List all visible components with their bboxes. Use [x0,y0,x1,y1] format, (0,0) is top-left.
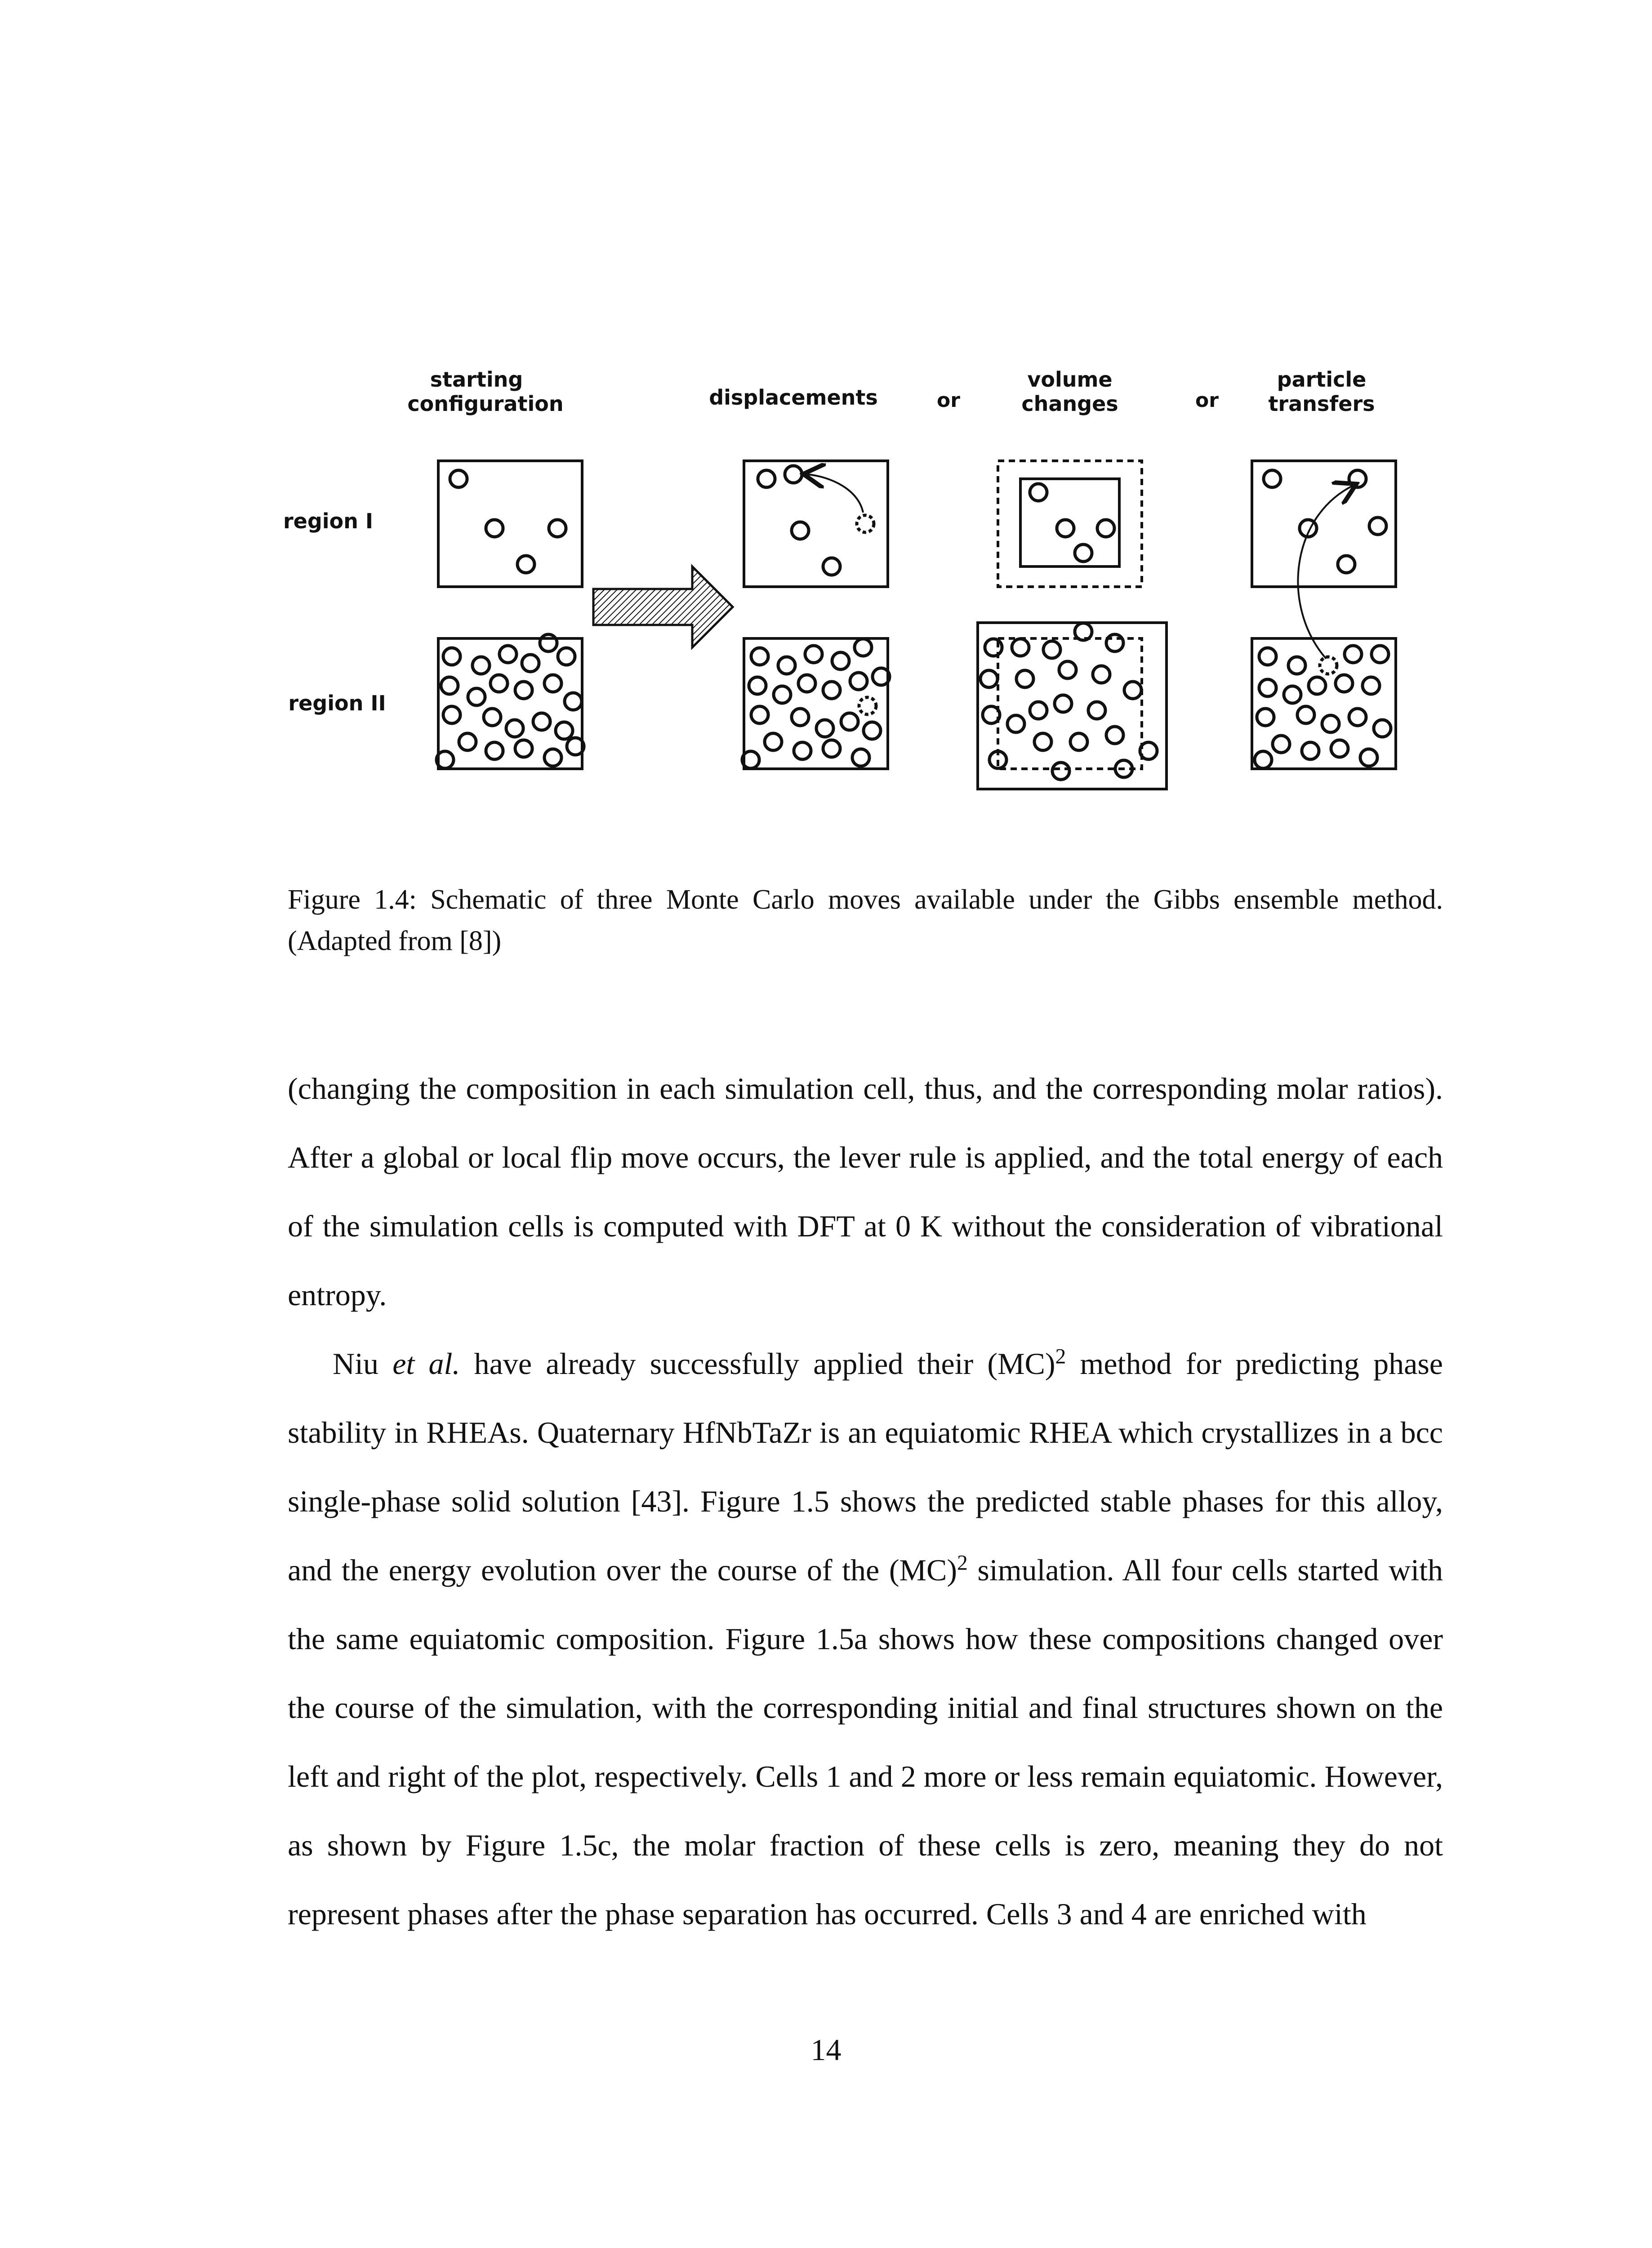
page-number: 14 [810,2033,842,2067]
particle [540,634,557,651]
p2-superscript-2: 2 [957,1551,968,1575]
particle [1360,749,1377,766]
particle [1030,484,1047,501]
particle [556,722,573,739]
particle-ghost [1320,657,1337,674]
particle [1374,720,1391,737]
particle [1012,639,1029,656]
particle [758,470,775,487]
particle [522,655,539,672]
particle [1016,670,1033,687]
particle [816,720,833,737]
particle [459,733,476,750]
particle [794,742,811,759]
particle [864,722,881,739]
particle [1284,686,1301,703]
particle-ghost [859,697,876,714]
particle [565,693,582,710]
particle [1106,727,1123,744]
box-vol-r2-inner [998,638,1142,769]
particle [1257,709,1274,726]
particle [1057,520,1074,537]
particle [1259,648,1276,665]
particle [558,648,575,665]
particle [1052,763,1069,780]
particle [823,740,840,757]
particle [1331,740,1348,757]
particle [1349,709,1366,726]
hatched-arrow [593,566,733,647]
particle [1106,634,1123,651]
particle [841,713,858,730]
particle [1322,715,1339,732]
particle [1075,623,1092,640]
particle [515,682,532,699]
label-volume-2: changes [1021,392,1118,416]
particle [443,648,460,665]
particle [1302,742,1319,759]
particle [980,670,997,687]
particle [985,639,1002,656]
particle [792,522,809,539]
particle [533,713,550,730]
particle [450,470,467,487]
particle [1055,695,1072,712]
particle [1264,470,1281,487]
particle [1273,736,1290,753]
displacement-arrow [807,474,863,513]
particle [1255,751,1272,768]
p2-et-al: et al. [392,1347,460,1381]
particle [1030,702,1047,719]
particle [544,675,561,692]
body-text [288,1054,1443,1949]
particle [1034,733,1051,750]
p2-text-c: method for predicting phase stability in RHEAs. Quaternary HfNbTaZr is an equiatomic RHEA which crystallizes in a bcc single-phase solid solution [43]. Figure 1.5 shows the predicted stable phases for this alloy, and the energy evolution over the course of the (MC) [288,1347,1443,1587]
particle [1309,677,1326,694]
particle [855,639,872,656]
box-disp-r1 [744,461,888,587]
particle [1093,666,1110,683]
label-or-1: or [937,389,960,412]
particle [805,646,822,663]
particle [486,520,503,537]
particle [1070,733,1087,750]
label-region-1: region I [283,509,374,533]
particle [1007,715,1024,732]
particle [1371,646,1389,663]
p2-text-d: simulation. All four cells started with the same equiatomic composition. Figure 1.5a shows how these compositions changed over the course of the simulation, with the corresponding initial and final structures shown on the left and right of the plot, respectively. Cells 1 and 2 more or less remain equiatomic. However, as shown by Figure 1.5c, the molar fraction of these cells is zero, meaning they do not represent phases after the phase separation has occurred. Cells 3 and 4 are enriched with [288,1553,1443,1931]
particle [1369,517,1386,535]
particle-ghost [857,515,874,532]
particle [1338,556,1355,573]
particle [749,677,766,694]
label-displacements: displacements [709,385,878,410]
label-particle-1: particle [1277,367,1367,392]
particle [499,646,517,663]
particle [1088,702,1105,719]
particle [1075,544,1092,562]
particle [778,657,795,674]
particle [792,709,809,726]
particle [472,657,490,674]
particle [490,675,508,692]
particle [515,740,532,757]
caption-text: Schematic of three Monte Carlo moves available under the Gibbs ensemble method. (Adapted from [8]) [288,884,1443,956]
label-particle-2: transfers [1268,392,1375,416]
particle [1097,520,1114,537]
particle [506,720,523,737]
figure-caption [288,879,1443,962]
particle [549,520,566,537]
label-starting-2: configuration [407,392,564,416]
particle [1363,677,1380,694]
particle [751,706,768,723]
particle [823,682,840,699]
paragraph-1: (changing the composition in each simulation cell, thus, and the corresponding molar ratios). After a global or local flip move occurs, the lever rule is applied, and the total energy of each of the simulation cells is computed with DFT at 0 K without the consideration of vibrational entropy. [288,1071,1443,1312]
particle [484,709,501,726]
particle [785,466,802,483]
particle [486,742,503,759]
gibbs-ensemble-figure [279,355,1420,814]
particle [823,558,840,575]
particle [468,688,485,705]
particle [852,749,869,766]
label-starting-1: starting [430,367,523,392]
paragraph-2 [288,1329,1443,1949]
particle [832,652,849,669]
particle [1140,742,1157,759]
particle [1124,682,1141,699]
particle [1297,706,1314,723]
p2-superscript-1: 2 [1055,1345,1066,1369]
caption-label: Figure 1.4: [288,884,417,915]
p2-text-b: have already successfully applied their (MC) [460,1347,1055,1381]
particle [983,706,1000,723]
particle [1345,646,1362,663]
particle [1043,641,1060,658]
label-volume-1: volume [1027,367,1113,392]
particle [443,706,460,723]
particle [774,686,791,703]
label-region-2: region II [288,691,386,715]
p2-text-a: Niu [333,1347,393,1381]
particle [517,556,534,573]
particle [765,733,782,750]
particle [1349,470,1366,487]
label-or-2: or [1195,389,1219,412]
particle [1059,661,1076,678]
particle [544,749,561,766]
particle [751,648,768,665]
particle [798,675,815,692]
particle [1288,657,1305,674]
particle [1259,679,1276,696]
box-start-r1 [438,461,582,587]
particle [1336,675,1353,692]
particle [441,677,458,694]
box-trans-r1 [1252,461,1396,587]
particle [850,673,867,690]
